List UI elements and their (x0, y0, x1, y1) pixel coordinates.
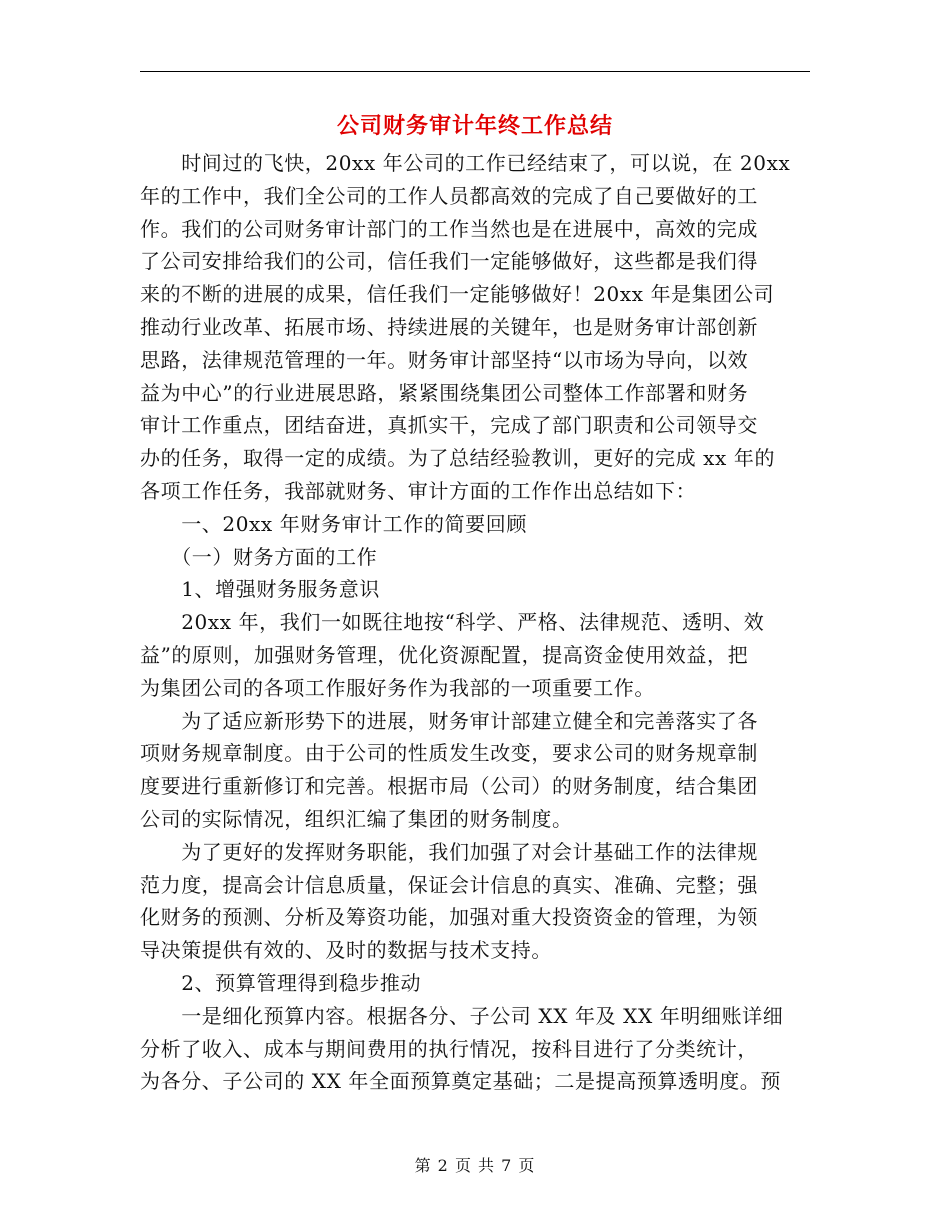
text-line: 审计工作重点，团结奋进，真抓实干，完成了部门职责和公司领导交 (140, 413, 758, 438)
text-line: 20xx 年，我们一如既往地按“科学、严格、法律规范、透明、效 (140, 610, 765, 635)
text-line: 化财务的预测、分析及筹资功能，加强对重大投资资金的管理，为领 (140, 905, 758, 930)
text-line: 推动行业改革、拓展市场、持续进展的关键年，也是财务审计部创新 (140, 314, 758, 339)
text-line: 各项工作任务，我部就财务、审计方面的工作作出总结如下： (140, 478, 697, 503)
text-line: 公司的实际情况，组织汇编了集团的财务制度。 (140, 806, 573, 831)
text-line: 一是细化预算内容。根据各分、子公司 XX 年及 XX 年明细账详细 (140, 1003, 784, 1028)
text-line: 为了适应新形势下的进展，财务审计部建立健全和完善落实了各 (140, 708, 758, 733)
text-line: 时间过的飞快，20xx 年公司的工作已经结束了，可以说，在 20xx (140, 151, 791, 175)
text-line: 益为中心”的行业进展思路，紧紧围绕集团公司整体工作部署和财务 (140, 380, 749, 405)
text-line: 项财务规章制度。由于公司的性质发生改变，要求公司的财务规章制 (140, 741, 758, 766)
text-line: 一、20xx 年财务审计工作的简要回顾 (140, 511, 527, 536)
text-line: 1、增强财务服务意识 (140, 577, 380, 602)
text-line: 导决策提供有效的、及时的数据与技术支持。 (140, 938, 552, 963)
text-line: 为了更好的发挥财务职能，我们加强了对会计基础工作的法律规 (140, 839, 758, 864)
text-line: 年的工作中，我们全公司的工作人员都高效的完成了自己要做好的工 (140, 183, 758, 208)
text-line: 2、预算管理得到稳步推动 (140, 970, 422, 995)
text-line: 思路，法律规范管理的一年。财务审计部坚持“以市场为导向，以效 (140, 347, 749, 372)
text-line: 作。我们的公司财务审计部门的工作当然也是在进展中，高效的完成 (140, 216, 758, 241)
text-line: 度要进行重新修订和完善。根据市局（公司）的财务制度，结合集团 (140, 774, 758, 799)
text-line: 办的任务，取得一定的成绩。为了总结经验教训，更好的完成 xx 年的 (140, 446, 776, 471)
text-line: 益”的原则，加强财务管理，优化资源配置，提高资金使用效益，把 (140, 642, 749, 667)
document-title: 公司财务审计年终工作总结 (336, 113, 613, 139)
text-line: 来的不断的进展的成果，信任我们一定能够做好！20xx 年是集团公司 (140, 282, 775, 307)
document-body (140, 147, 802, 1098)
text-line: 范力度，提高会计信息质量，保证会计信息的真实、准确、完整；强 (140, 872, 758, 897)
text-line: 为各分、子公司的 XX 年全面预算奠定基础；二是提高预算透明度。预 (140, 1069, 781, 1094)
text-line: 了公司安排给我们的公司，信任我们一定能够做好，这些都是我们得 (140, 249, 758, 274)
header-rule (140, 71, 810, 72)
page-footer: 第 2 页 共 7 页 (414, 1156, 536, 1175)
text-line: （一）财务方面的工作 (140, 544, 378, 569)
text-line: 为集团公司的各项工作服好务作为我部的一项重要工作。 (140, 675, 655, 700)
text-line: 分析了收入、成本与期间费用的执行情况，按科目进行了分类统计， (140, 1036, 758, 1061)
